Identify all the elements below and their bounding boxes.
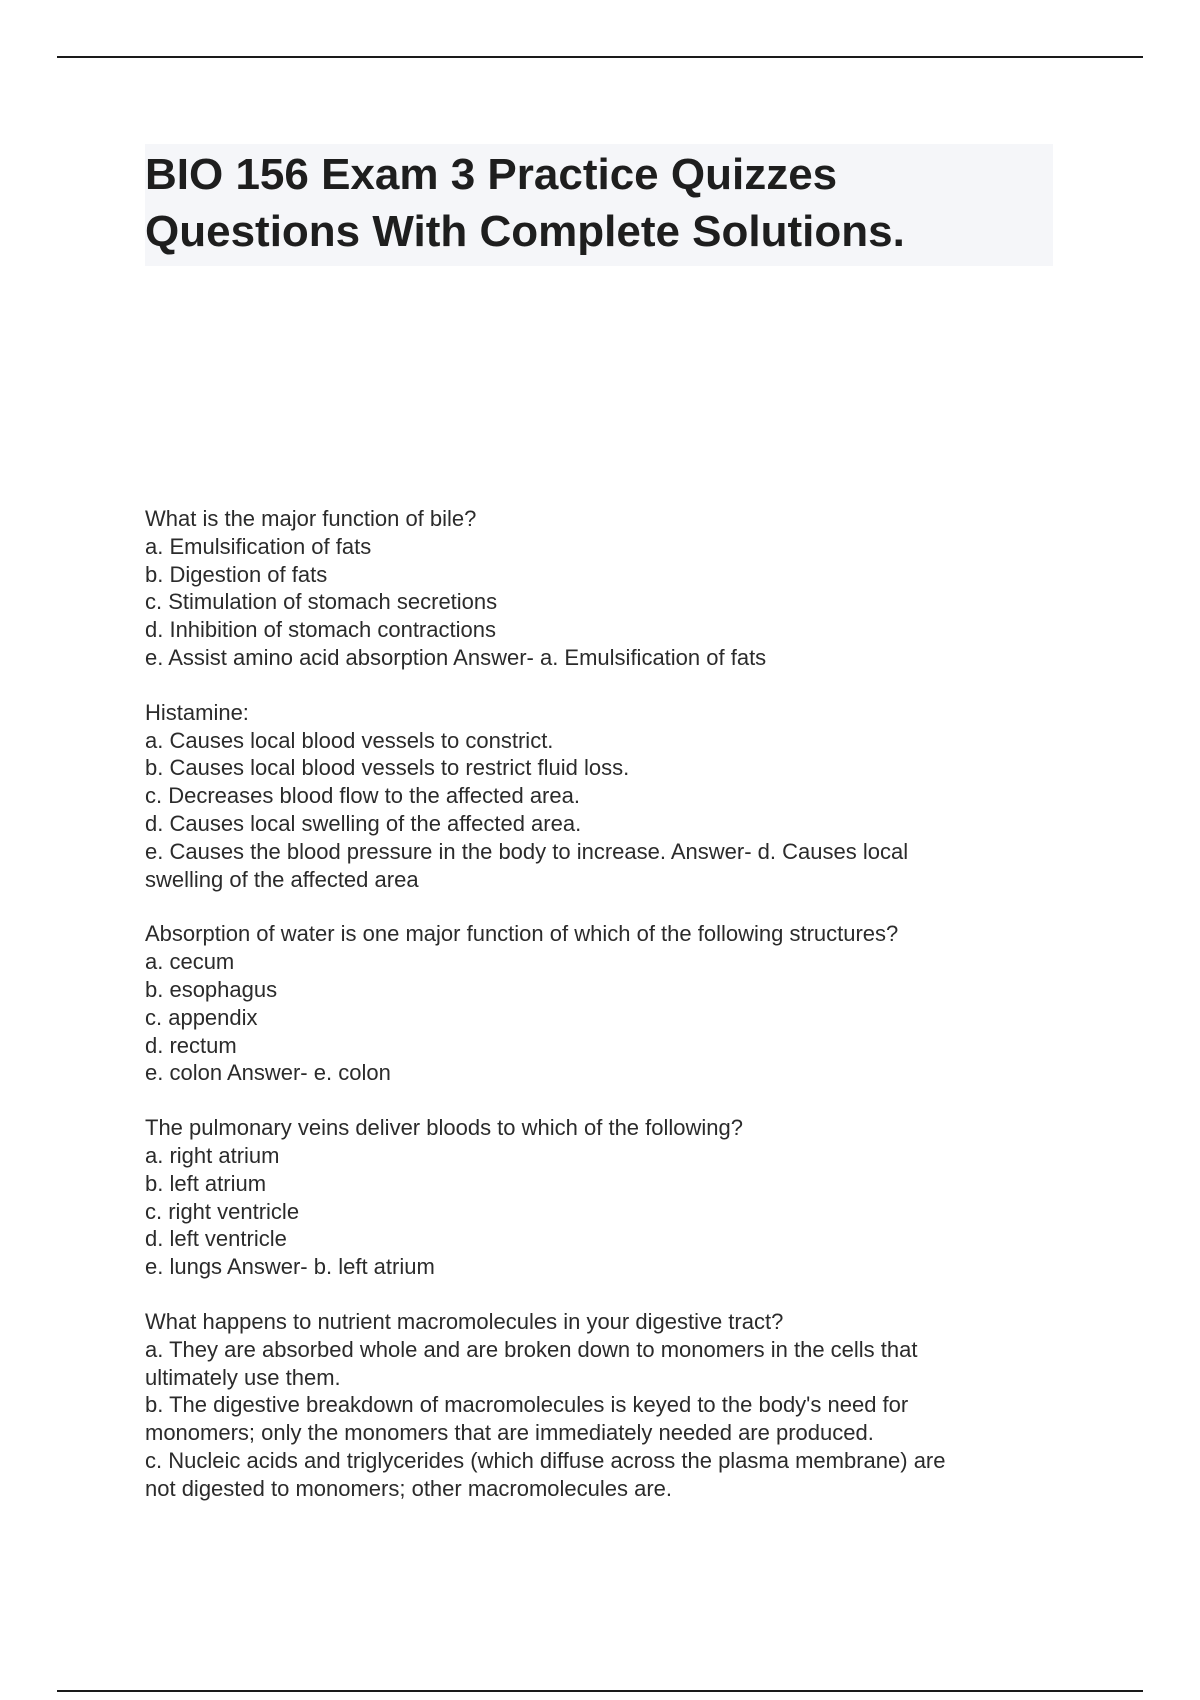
document-title — [145, 144, 1053, 266]
question-4 — [145, 1114, 1045, 1281]
question-prompt: The pulmonary veins deliver bloods to which of the following? — [145, 1115, 743, 1141]
option-line: c. appendix — [145, 1004, 258, 1030]
option-answer-line: e. Causes the blood pressure in the body to increase. Answer- d. Causes local — [145, 838, 909, 864]
option-line: b. Causes local blood vessels to restrict fluid loss. — [145, 755, 630, 781]
option-continuation-line: not digested to monomers; other macromolecules are. — [145, 1475, 673, 1501]
question-3 — [145, 920, 1045, 1087]
option-line: a. cecum — [145, 949, 235, 975]
question-list — [145, 505, 1045, 1530]
title-line-2: Questions With Complete Solutions. — [145, 207, 905, 256]
title-line-1: BIO 156 Exam 3 Practice Quizzes — [145, 150, 838, 199]
option-line: d. Causes local swelling of the affected area. — [145, 810, 582, 836]
option-continuation-line: ultimately use them. — [145, 1364, 341, 1390]
top-rule — [57, 56, 1143, 58]
question-prompt: What is the major function of bile? — [145, 506, 477, 531]
option-line: b. The digestive breakdown of macromolecules is keyed to the body's need for — [145, 1392, 909, 1418]
option-line: a. Emulsification of fats — [145, 533, 372, 559]
bottom-rule — [57, 1690, 1143, 1692]
option-answer-line: e. lungs Answer- b. left atrium — [145, 1254, 435, 1280]
option-line: a. They are absorbed whole and are broken down to monomers in the cells that — [145, 1336, 918, 1362]
option-answer-line: e. colon Answer- e. colon — [145, 1060, 391, 1086]
option-line: b. left atrium — [145, 1170, 267, 1196]
option-line: d. Inhibition of stomach contractions — [145, 617, 496, 643]
question-prompt: Absorption of water is one major function of which of the following structures? — [145, 921, 899, 947]
question-prompt: Histamine: — [145, 699, 249, 725]
option-line: c. Stimulation of stomach secretions — [145, 589, 498, 615]
option-line: a. right atrium — [145, 1142, 280, 1168]
option-line: b. Digestion of fats — [145, 561, 328, 587]
option-line: c. right ventricle — [145, 1198, 300, 1224]
option-answer-line: e. Assist amino acid absorption Answer- a. Emulsification of fats — [145, 644, 767, 670]
question-5 — [145, 1308, 1045, 1503]
option-line: d. rectum — [145, 1032, 237, 1058]
question-2 — [145, 699, 1045, 894]
option-line: a. Causes local blood vessels to constrict. — [145, 727, 554, 753]
option-continuation-line: monomers; only the monomers that are immediately needed are produced. — [145, 1420, 874, 1446]
option-line: c. Nucleic acids and triglycerides (which diffuse across the plasma membrane) are — [145, 1447, 946, 1473]
option-line: c. Decreases blood flow to the affected area. — [145, 783, 580, 809]
option-line: b. esophagus — [145, 976, 278, 1002]
question-1 — [145, 505, 1045, 672]
answer-continuation-line: swelling of the affected area — [145, 866, 419, 892]
question-prompt: What happens to nutrient macromolecules in your digestive tract? — [145, 1308, 784, 1334]
option-line: d. left ventricle — [145, 1226, 287, 1252]
